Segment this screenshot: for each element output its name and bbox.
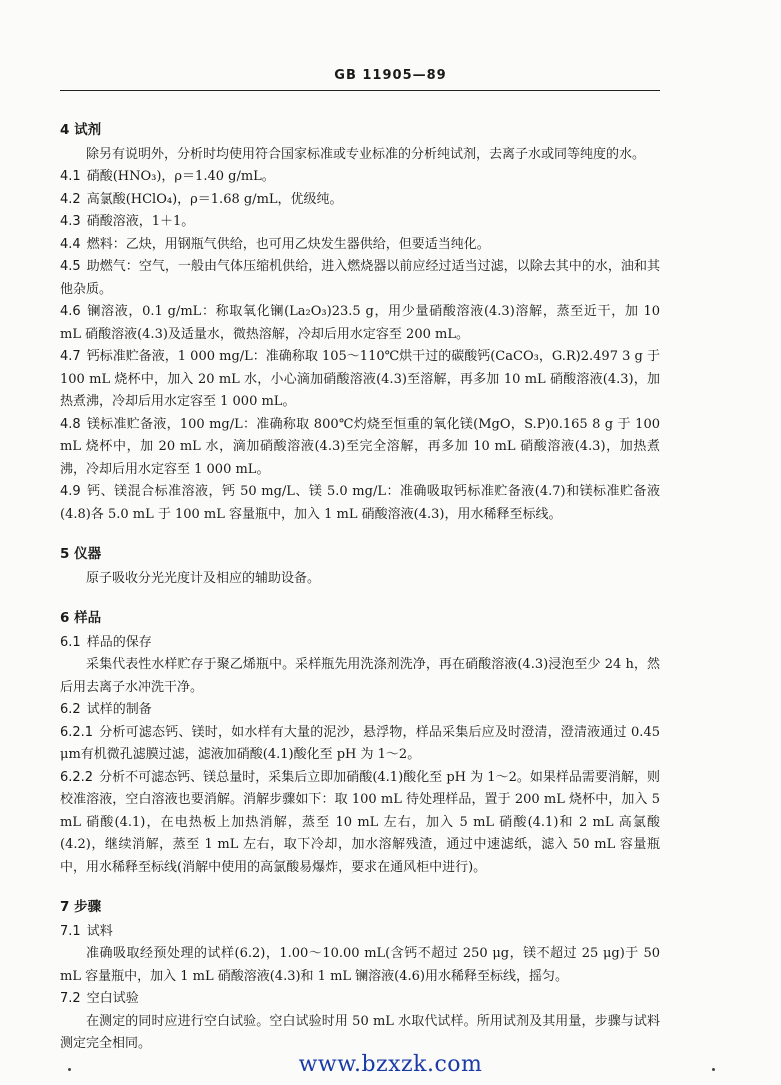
item-text: 钙、镁混合标准溶液，钙 50 mg/L、镁 5.0 mg/L：准确吸取钙标准贮备液(4.7)和镁标准贮备液(4.8)各 5.0 mL 于 100 mL 容量瓶中，加入 1 mL 硝酸溶液(4.3)，用水稀释至标线。 xyxy=(60,484,660,522)
section-5-text: 原子吸收分光光度计及相应的辅助设备。 xyxy=(86,570,321,586)
standard-header: GB 11905—89 xyxy=(334,68,447,83)
item-number: 7.2 xyxy=(60,991,81,1006)
subsection-6-2-heading xyxy=(60,699,660,722)
item-number: 4.7 xyxy=(60,349,81,364)
subsection-6-1-heading xyxy=(60,632,660,655)
item-number: 4.4 xyxy=(60,236,81,252)
section-4-intro: 除另有说明外，分析时均使用符合国家标准或专业标准的分析纯试剂，去离子水或同等纯度的水。 xyxy=(86,146,646,162)
item-number: 7.1 xyxy=(60,923,81,939)
reagent-list xyxy=(60,166,660,526)
subsection-7-2-heading xyxy=(60,988,660,1011)
item-text: 硝酸(HNO₃)，ρ＝1.40 g/mL。 xyxy=(86,169,275,184)
reagent-item xyxy=(60,166,660,189)
subsection-7-1-heading xyxy=(60,921,660,944)
item-text: 分析不可滤态钙、镁总量时，采集后立即加硝酸(4.1)酸化至 pH 为 1～2。如果样品需要消解，则校准溶液，空白溶液也要消解。消解步骤如下：取 100 mL 待处理样品，置于 200 mL 烧杯中，加入 5 mL 硝酸(4.1)，在电热板上加热消解，蒸至 10 mL 左右，加入 5 mL 硝酸(4.1)和 2 mL 高氯酸(4.2)，继续消解，蒸至 1 mL 左右，取下冷却，加水溶解残渣，通过中速滤纸，滤入 50 mL 容量瓶中，用水稀释至标线(消解中使用的高氯酸易爆炸，要求在通风柜中进行)。 xyxy=(60,769,660,875)
item-number: 6.2 xyxy=(60,702,81,717)
section-5-title: 5 仪器 xyxy=(60,546,102,562)
subsection-6-2-1 xyxy=(60,722,660,767)
item-number: 4.3 xyxy=(60,214,81,229)
subsection-title: 试样的制备 xyxy=(86,702,152,717)
section-7-title: 7 步骤 xyxy=(60,899,102,915)
reagent-item xyxy=(60,346,660,414)
item-number: 4.2 xyxy=(60,191,81,207)
item-number: 6.2.2 xyxy=(60,769,94,785)
header-rule xyxy=(60,90,660,91)
reagent-item xyxy=(60,301,660,346)
item-number: 4.1 xyxy=(60,169,81,184)
item-text: 钙标准贮备液，1 000 mg/L：准确称取 105～110℃烘干过的碳酸钙(CaCO₃，G.R)2.497 3 g 于 100 mL 烧杯中，加入 20 mL 水，小心滴加硝酸溶液(4.3)至溶解，再多加 10 mL 硝酸溶液(4.3)，加热煮沸，冷却后用水定容至 1 000 mL。 xyxy=(60,349,660,409)
item-text: 助燃气：空气，一般由气体压缩机供给，进入燃烧器以前应经过适当过滤，以除去其中的水，油和其他杂质。 xyxy=(60,259,660,297)
watermark-url[interactable]: www.bzxzk.com xyxy=(298,1052,483,1077)
subsection-7-2-text: 在测定的同时应进行空白试验。空白试验时用 50 mL 水取代试样。所用试剂及其用量，步骤与试料测定完全相同。 xyxy=(60,1013,660,1051)
item-text: 燃料：乙炔，用钢瓶气供给，也可用乙炔发生器供给，但要适当纯化。 xyxy=(86,236,490,252)
reagent-item xyxy=(60,211,660,234)
subsection-6-2-2 xyxy=(60,767,660,880)
subsection-6-1-text: 采集代表性水样贮存于聚乙烯瓶中。采样瓶先用洗涤剂洗净，再在硝酸溶液(4.3)浸泡至少 24 h，然后用去离子水冲洗干净。 xyxy=(60,657,660,695)
item-number: 6.2.1 xyxy=(60,724,94,740)
item-text: 硝酸溶液，1＋1。 xyxy=(86,214,195,229)
item-text: 高氯酸(HClO₄)，ρ＝1.68 g/mL，优级纯。 xyxy=(86,191,343,207)
item-number: 4.5 xyxy=(60,259,81,274)
item-text: 分析可滤态钙、镁时，如水样有大量的泥沙，悬浮物，样品采集后应及时澄清，澄清液通过 0.45 μm有机微孔滤膜过滤，滤液加硝酸(4.1)酸化至 pH 为 1～2。 xyxy=(60,724,660,762)
item-number: 4.8 xyxy=(60,416,81,432)
reagent-item xyxy=(60,234,660,257)
section-4-title: 4 试剂 xyxy=(60,122,102,138)
reagent-item xyxy=(60,256,660,301)
reagent-item xyxy=(60,189,660,212)
item-number: 4.9 xyxy=(60,484,81,499)
item-number: 6.1 xyxy=(60,634,81,650)
subsection-7-1-text: 准确吸取经预处理的试样(6.2)，1.00～10.00 mL(含钙不超过 250 μg，镁不超过 25 μg)于 50 mL 容量瓶中，加入 1 mL 硝酸溶液(4.3)和 1 mL 镧溶液(4.6)用水稀释至标线，摇匀。 xyxy=(60,946,660,984)
item-number: 4.6 xyxy=(60,304,81,319)
reagent-item xyxy=(60,414,660,482)
item-text: 镧溶液，0.1 g/mL：称取氧化镧(La₂O₃)23.5 g，用少量硝酸溶液(4.3)溶解，蒸至近干，加 10 mL 硝酸溶液(4.3)及适量水，微热溶解，冷却后用水定容至 200 mL。 xyxy=(60,304,660,342)
subsection-title: 样品的保存 xyxy=(86,634,152,650)
reagent-item xyxy=(60,481,660,526)
subsection-title: 空白试验 xyxy=(86,991,139,1006)
document-body xyxy=(60,110,660,1056)
section-6-title: 6 样品 xyxy=(60,610,102,626)
subsection-title: 试料 xyxy=(86,923,113,939)
item-text: 镁标准贮备液，100 mg/L：准确称取 800℃灼烧至恒重的氧化镁(MgO，S.P)0.165 8 g 于 100 mL 烧杯中，加 20 mL 水，滴加硝酸溶液(4.3)至完全溶解，再多加 10 mL 硝酸溶液(4.3)，加热煮沸，冷却后用水定容至 1 000 mL。 xyxy=(60,416,660,477)
